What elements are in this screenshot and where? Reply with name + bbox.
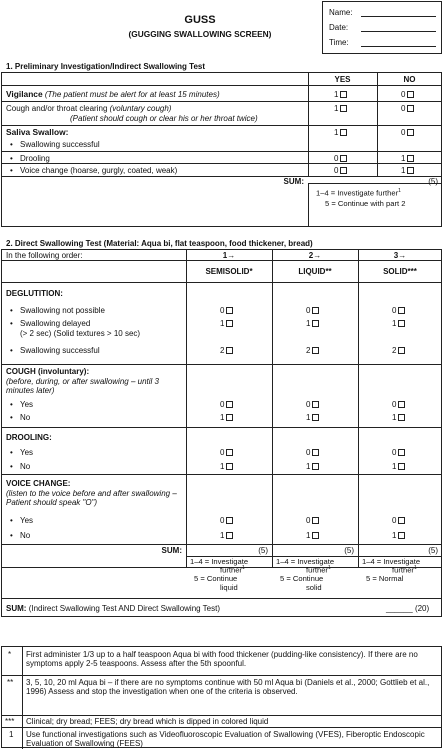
voice-semisolid-option[interactable] bbox=[220, 516, 233, 525]
cough-no-option[interactable] bbox=[401, 104, 414, 113]
cough-inv-note: (before, during, or after swallowing – until 3 minutes later) bbox=[6, 377, 159, 396]
col-yes-header: YES bbox=[334, 75, 351, 84]
checkbox[interactable] bbox=[340, 167, 347, 174]
score-value: 0 bbox=[306, 448, 311, 457]
col1-num: 1→ bbox=[222, 251, 236, 260]
deglutition-not-possible: • Swallowing not possible bbox=[20, 306, 105, 315]
sum-solid-max: (5) bbox=[428, 546, 438, 555]
drooling-liquid-option[interactable] bbox=[306, 448, 319, 457]
score-value: 0 bbox=[220, 448, 225, 457]
checkbox[interactable] bbox=[398, 347, 405, 354]
score-value: 0 bbox=[334, 166, 339, 175]
footnote-mark: ** bbox=[7, 678, 14, 687]
voice-no: • No bbox=[20, 531, 30, 540]
checkbox[interactable] bbox=[312, 517, 319, 524]
voice-title: VOICE CHANGE: bbox=[6, 479, 71, 488]
deglutition-solid-option[interactable] bbox=[392, 319, 405, 328]
saliva-label: Saliva Swallow: bbox=[6, 127, 69, 137]
score-value: 1 bbox=[392, 531, 397, 540]
score-value: 1 bbox=[392, 462, 397, 471]
checkbox[interactable] bbox=[226, 320, 233, 327]
drooling-title: DROOLING: bbox=[6, 433, 52, 442]
cough-label: Cough and/or throat clearing bbox=[6, 104, 108, 113]
score-value: 1 bbox=[220, 462, 225, 471]
checkbox[interactable] bbox=[398, 532, 405, 539]
sum-semisolid-max: (5) bbox=[258, 546, 268, 555]
score-value: 1 bbox=[220, 531, 225, 540]
footnote-mark: *** bbox=[5, 717, 15, 726]
checkbox[interactable] bbox=[398, 463, 405, 470]
drooling-liquid-option[interactable] bbox=[306, 462, 319, 471]
score-value: 0 bbox=[392, 400, 397, 409]
deglutition-solid-option[interactable] bbox=[392, 346, 405, 355]
checkbox[interactable] bbox=[398, 320, 405, 327]
score-value: 1 bbox=[392, 319, 397, 328]
name-label: Name: bbox=[329, 8, 353, 17]
note-line: solid bbox=[306, 582, 322, 592]
saliva-item-voice-change: • Voice change (hoarse, gurgly, coated, weak) bbox=[20, 166, 177, 175]
vigilance-note: (The patient must be alert for at least 15 minutes) bbox=[44, 90, 220, 99]
section1-sum-max: (5) bbox=[428, 177, 438, 186]
score-value: 1 bbox=[334, 104, 339, 113]
note-line: 5 = Normal bbox=[366, 574, 404, 584]
checkbox[interactable] bbox=[312, 449, 319, 456]
deglutition-semisolid-option[interactable] bbox=[220, 346, 233, 355]
drooling-yes-option[interactable] bbox=[334, 154, 347, 163]
section1-title: 1. Preliminary Investigation/Indirect Swallowing Test bbox=[6, 62, 206, 71]
cough-solid-option[interactable] bbox=[392, 400, 405, 409]
checkbox[interactable] bbox=[226, 401, 233, 408]
col-semisolid-header: SEMISOLID* bbox=[205, 267, 253, 276]
sum-liquid-max: (5) bbox=[344, 546, 354, 555]
sum-note-semisolid bbox=[190, 558, 248, 592]
section2-sum-label: SUM: bbox=[161, 546, 182, 555]
deglutition-liquid-option[interactable] bbox=[306, 319, 319, 328]
drooling-solid-option[interactable] bbox=[392, 448, 405, 457]
checkbox[interactable] bbox=[312, 401, 319, 408]
total-row bbox=[6, 604, 220, 613]
deglutition-delayed-detail: (> 2 sec) (Solid textures > 10 sec) bbox=[20, 329, 141, 338]
checkbox[interactable] bbox=[226, 532, 233, 539]
form-title: GUSS bbox=[184, 14, 216, 26]
cough-liquid-option[interactable] bbox=[306, 400, 319, 409]
drooling-semisolid-option[interactable] bbox=[220, 448, 233, 457]
deglutition-semisolid-option[interactable] bbox=[220, 319, 233, 328]
checkbox[interactable] bbox=[407, 105, 414, 112]
cough-inv-yes: • Yes bbox=[20, 400, 33, 409]
score-value: 0 bbox=[306, 516, 311, 525]
checkbox[interactable] bbox=[398, 307, 405, 314]
checkbox[interactable] bbox=[398, 401, 405, 408]
drooling-semisolid-option[interactable] bbox=[220, 462, 233, 471]
score-value: 1 bbox=[306, 319, 311, 328]
time-field[interactable] bbox=[361, 46, 436, 47]
voice-yes: • Yes bbox=[20, 516, 33, 525]
checkbox[interactable] bbox=[312, 307, 319, 314]
vigilance-yes-option[interactable] bbox=[334, 90, 347, 99]
saliva-yes-option[interactable] bbox=[334, 128, 347, 137]
drooling-solid-option[interactable] bbox=[392, 462, 405, 471]
score-value: 0 bbox=[220, 306, 225, 315]
checkbox[interactable] bbox=[312, 347, 319, 354]
score-value: 1 bbox=[306, 462, 311, 471]
section2-table bbox=[1, 249, 442, 617]
col-no-header: NO bbox=[403, 75, 416, 84]
sum-note-liquid bbox=[276, 558, 334, 592]
score-value: 0 bbox=[401, 104, 406, 113]
footnote-mark: 1 bbox=[9, 730, 14, 739]
deglutition-delayed: • Swallowing delayed bbox=[20, 319, 90, 328]
footnote-ref: 1 bbox=[241, 565, 245, 572]
deglutition-title: DEGLUTITION: bbox=[6, 289, 63, 298]
vigilance-no-option[interactable] bbox=[401, 90, 414, 99]
section2-title: 2. Direct Swallowing Test (Material: Aqua bi, flat teaspoon, food thickener, bread) bbox=[6, 239, 313, 248]
checkbox[interactable] bbox=[407, 167, 414, 174]
checkbox[interactable] bbox=[340, 129, 347, 136]
checkbox[interactable] bbox=[312, 532, 319, 539]
voice-liquid-option[interactable] bbox=[306, 531, 319, 540]
footnotes-table bbox=[1, 646, 442, 748]
score-value: 1 bbox=[334, 128, 339, 137]
footnote-ref: 1 bbox=[413, 565, 417, 572]
footnote-ref: 1 bbox=[398, 188, 401, 194]
score-value: 0 bbox=[401, 90, 406, 99]
cough-inv-title: COUGH (involuntary): bbox=[6, 367, 90, 376]
score-value: 1 bbox=[220, 413, 225, 422]
checkbox[interactable] bbox=[226, 414, 233, 421]
note-line: liquid bbox=[220, 582, 238, 592]
score-value: 2 bbox=[220, 346, 225, 355]
section1-sum-label: SUM: bbox=[283, 177, 304, 186]
note-line: further bbox=[306, 565, 328, 575]
section1-table bbox=[1, 72, 442, 227]
name-field[interactable] bbox=[361, 16, 436, 17]
vigilance-row bbox=[6, 90, 220, 100]
note-text: 1–4 = Investigate further bbox=[316, 188, 399, 198]
cough-solid-option[interactable] bbox=[392, 413, 405, 422]
cough-semisolid-option[interactable] bbox=[220, 400, 233, 409]
drooling-no-option[interactable] bbox=[401, 154, 414, 163]
footnote-ref: 1 bbox=[327, 565, 331, 572]
cough-note: (Patient should cough or clear his or her throat twice) bbox=[70, 114, 258, 123]
date-label: Date: bbox=[329, 23, 349, 32]
total-text: (Indirect Swallowing Test AND Direct Swallowing Test) bbox=[28, 604, 221, 613]
checkbox[interactable] bbox=[398, 517, 405, 524]
footnote-text: First administer 1/3 up to a half teaspoon Aqua bi with food thickener (pudding-like consistency). If there are no symptoms apply 2-5 teaspoons. Assess after the 5th spoonful. bbox=[26, 650, 418, 669]
checkbox[interactable] bbox=[312, 463, 319, 470]
vigilance-label: Vigilance bbox=[6, 89, 43, 99]
score-value: 0 bbox=[220, 400, 225, 409]
checkbox[interactable] bbox=[226, 449, 233, 456]
saliva-no-option[interactable] bbox=[401, 128, 414, 137]
score-value: 0 bbox=[392, 448, 397, 457]
col3-num: 3→ bbox=[393, 251, 407, 260]
checkbox[interactable] bbox=[407, 155, 414, 162]
score-value: 0 bbox=[392, 516, 397, 525]
voice-note: (listen to the voice before and after swallowing – Patient should speak "O") bbox=[6, 489, 177, 508]
patient-info-box bbox=[322, 1, 442, 54]
deglutition-liquid-option[interactable] bbox=[306, 346, 319, 355]
section1-sum-field[interactable] bbox=[310, 177, 370, 184]
score-value: 1 bbox=[334, 90, 339, 99]
score-value: 0 bbox=[306, 306, 311, 315]
voice-solid-option[interactable] bbox=[392, 516, 405, 525]
score-value: 1 bbox=[401, 166, 406, 175]
checkbox[interactable] bbox=[407, 129, 414, 136]
col-liquid-header: LIQUID** bbox=[298, 267, 332, 276]
note-line: further bbox=[392, 565, 414, 575]
score-value: 1 bbox=[392, 413, 397, 422]
checkbox[interactable] bbox=[226, 463, 233, 470]
order-label: In the following order: bbox=[6, 251, 83, 260]
cough-inv-no: • No bbox=[20, 413, 30, 422]
footnote-text: Use functional investigations such as Videofluoroscopic Evaluation of Swallowing (VFES), Fiberoptic Endoscopic Evaluation of Swallowing (FEES) bbox=[26, 730, 425, 749]
score-value: 1 bbox=[401, 154, 406, 163]
total-max: (20) bbox=[414, 604, 430, 613]
deglutition-liquid-option[interactable] bbox=[306, 306, 319, 315]
deglutition-successful: • Swallowing successful bbox=[20, 346, 100, 355]
voice-solid-option[interactable] bbox=[392, 531, 405, 540]
deglutition-solid-option[interactable] bbox=[392, 306, 405, 315]
score-value: 1 bbox=[220, 319, 225, 328]
score-value: 0 bbox=[401, 128, 406, 137]
deglutition-semisolid-option[interactable] bbox=[220, 306, 233, 315]
checkbox[interactable] bbox=[312, 320, 319, 327]
cough-liquid-option[interactable] bbox=[306, 413, 319, 422]
score-value: 1 bbox=[306, 531, 311, 540]
sum-note-solid bbox=[362, 558, 420, 584]
voice-liquid-option[interactable] bbox=[306, 516, 319, 525]
saliva-item-swallowing-successful: • Swallowing successful bbox=[20, 140, 100, 149]
total-field[interactable] bbox=[386, 604, 429, 613]
checkbox[interactable] bbox=[226, 347, 233, 354]
voice-semisolid-option[interactable] bbox=[220, 531, 233, 540]
note-line: 1–4 = Investigate bbox=[190, 557, 249, 566]
col-solid-header: SOLID*** bbox=[383, 267, 417, 276]
checkbox[interactable] bbox=[407, 91, 414, 98]
saliva-item-drooling: • Drooling bbox=[20, 154, 50, 163]
col2-num: 2→ bbox=[308, 251, 322, 260]
score-value: 0 bbox=[392, 306, 397, 315]
checkbox[interactable] bbox=[340, 91, 347, 98]
checkbox[interactable] bbox=[226, 517, 233, 524]
score-value: 1 bbox=[306, 413, 311, 422]
footnote-text: 3, 5, 10, 20 ml Aqua bi – if there are no symptoms continue with 50 ml Aqua bi (Daniels et al., 2000; Gottlieb et al., 1996) Assess and stop the investigation when one of the criteria is observed. bbox=[26, 678, 430, 697]
checkbox[interactable] bbox=[312, 414, 319, 421]
drooling-yes: • Yes bbox=[20, 448, 33, 457]
footnote-mark: * bbox=[8, 650, 12, 659]
section1-sum-note2: 5 = Continue with part 2 bbox=[325, 199, 406, 208]
voice-no-option[interactable] bbox=[401, 166, 414, 175]
note-line: further bbox=[220, 565, 242, 575]
cough-italic: (voluntary cough) bbox=[109, 104, 172, 113]
total-label: SUM: bbox=[6, 604, 27, 613]
cough-semisolid-option[interactable] bbox=[220, 413, 233, 422]
cough-yes-option[interactable] bbox=[334, 104, 347, 113]
cough-row bbox=[6, 104, 171, 113]
footnote-text: Clinical; dry bread; FEES; dry bread which is dipped in colored liquid bbox=[26, 717, 269, 726]
score-value: 0 bbox=[306, 400, 311, 409]
score-value: 0 bbox=[220, 516, 225, 525]
drooling-no: • No bbox=[20, 462, 30, 471]
note-line: 1–4 = Investigate bbox=[276, 557, 335, 566]
time-label: Time: bbox=[329, 38, 349, 47]
note-line: 5 = Continue bbox=[280, 574, 324, 584]
total-blank: ______ bbox=[386, 604, 413, 613]
checkbox[interactable] bbox=[226, 307, 233, 314]
checkbox[interactable] bbox=[398, 414, 405, 421]
form-subtitle: (GUGGING SWALLOWING SCREEN) bbox=[128, 29, 272, 39]
note-line: 1–4 = Investigate bbox=[362, 557, 421, 566]
score-value: 0 bbox=[334, 154, 339, 163]
score-value: 2 bbox=[392, 346, 397, 355]
date-field[interactable] bbox=[361, 31, 436, 32]
checkbox[interactable] bbox=[398, 449, 405, 456]
section1-sum-note1 bbox=[316, 189, 401, 198]
checkbox[interactable] bbox=[340, 155, 347, 162]
voice-yes-option[interactable] bbox=[334, 166, 347, 175]
checkbox[interactable] bbox=[340, 105, 347, 112]
score-value: 2 bbox=[306, 346, 311, 355]
note-line: 5 = Continue bbox=[194, 574, 238, 584]
